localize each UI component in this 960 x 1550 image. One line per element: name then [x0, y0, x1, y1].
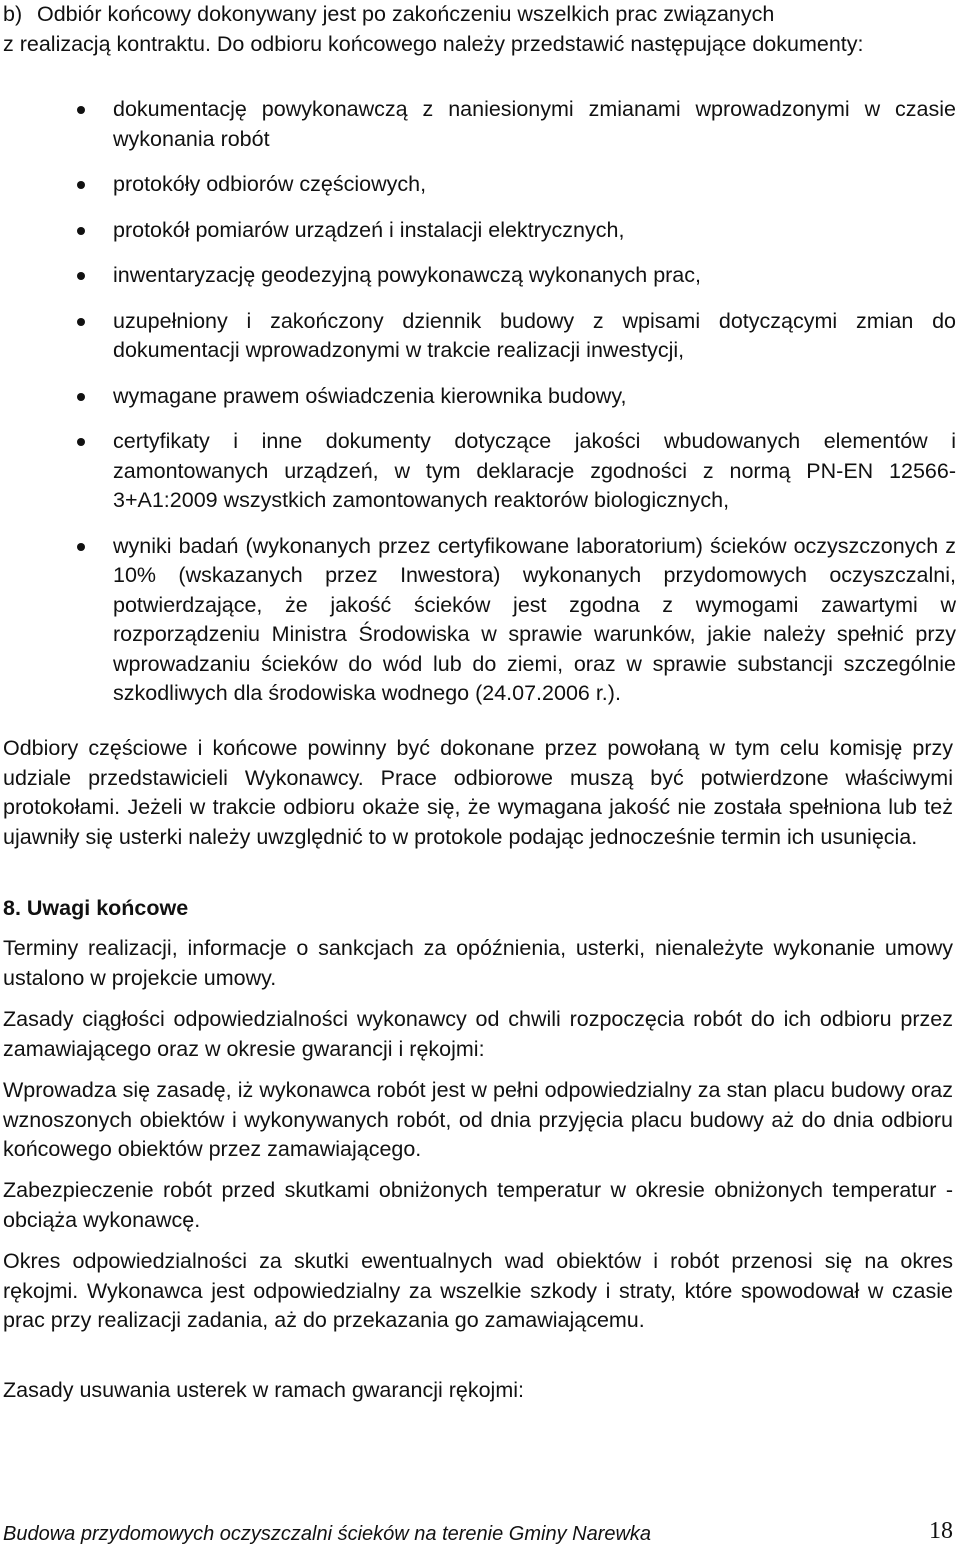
- section-heading: 8. Uwagi końcowe: [3, 896, 189, 920]
- bullet-icon: [77, 272, 85, 280]
- list-item: uzupełniony i zakończony dziennik budowy z wpisami dotyczącymi zmian do dokumentacji wprowadzonymi w trakcie realizacji inwestycji,: [0, 307, 960, 366]
- bullet-icon: [77, 106, 85, 114]
- list-item: wymagane prawem oświadczenia kierownika budowy,: [0, 382, 960, 412]
- list-item: wyniki badań (wykonanych przez certyfikowane laboratorium) ścieków oczyszczonych z 10% (wskazanych przez Inwestora) wykonanych przydomowych oczyszczalni, potwierdzające, że jakość ścieków jest zgodna z wymogami zawartymi w rozporządzeniu Ministra Środowiska w sprawie warunków, jakie należy spełnić przy wprowadzaniu ścieków do wód lub do ziemi, oraz w sprawie substancji szczególnie szkodliwych dla środowiska wodnego (24.07.2006 r.).: [0, 532, 960, 709]
- intro-rest: z realizacją kontraktu. Do odbioru końcowego należy przedstawić następujące dokumenty:: [3, 31, 864, 56]
- page-footer: [3, 1520, 953, 1550]
- body-paragraph: Okres odpowiedzialności za skutki ewentualnych wad obiektów i robót przenosi się na okres rękojmi. Wykonawca jest odpowiedzialny za wszelkie szkody i straty, które spowodował w czasie prac przy realizacji zadania, aż do przekazania go zamawiającemu.: [3, 1249, 953, 1332]
- body-paragraph: Terminy realizacji, informacje o sankcjach za opóźnienia, usterki, nienależyte wykonanie umowy ustalono w projekcie umowy.: [3, 936, 953, 990]
- page-number: 18: [929, 1518, 953, 1544]
- required-documents-list: [0, 95, 960, 709]
- list-item: protokół pomiarów urządzeń i instalacji elektrycznych,: [0, 216, 960, 246]
- list-label: b): [3, 2, 23, 26]
- list-item: certyfikaty i inne dokumenty dotyczące jakości wbudowanych elementów i zamontowanych urządzeń, w tym deklaracje zgodności z normą PN-EN 12566-3+A1:2009 wszystkich zamontowanych reaktorów biologicznych,: [0, 427, 960, 516]
- footer-title: Budowa przydomowych oczyszczalni ścieków na terenie Gminy Narewka: [3, 1523, 652, 1545]
- bullet-icon: [77, 227, 85, 235]
- intro-first-line: Odbiór końcowy dokonywany jest po zakończeniu wszelkich prac związanych: [37, 2, 775, 26]
- intro-paragraph: [3, 0, 953, 59]
- body-paragraph: Zasady ciągłości odpowiedzialności wykonawcy od chwili rozpoczęcia robót do ich odbioru przez zamawiającego oraz w okresie gwarancji i rękojmi:: [3, 1007, 953, 1061]
- acceptance-paragraph: Odbiory częściowe i końcowe powinny być dokonane przez powołaną w tym celu komisję przy udziale przedstawicieli Wykonawcy. Prace odbiorowe muszą być potwierdzone właściwymi protokołami. Jeżeli w trakcie odbioru okaże się, że wymagana jakość nie została spełniona lub też ujawniły się usterki należy uwzględnić to w protokole podając jednocześnie termin ich usunięcia.: [3, 736, 953, 849]
- body-paragraph: Zabezpieczenie robót przed skutkami obniżonych temperatur w okresie obniżonych temperatur - obciąża wykonawcę.: [3, 1178, 953, 1232]
- bullet-icon: [77, 318, 85, 326]
- list-item: protokóły odbiorów częściowych,: [0, 170, 960, 200]
- body-paragraph: Zasady usuwania usterek w ramach gwarancji rękojmi:: [3, 1378, 524, 1402]
- bullet-icon: [77, 438, 85, 446]
- bullet-icon: [77, 543, 85, 551]
- body-paragraph: Wprowadza się zasadę, iż wykonawca robót jest w pełni odpowiedzialny za stan placu budowy oraz wznoszonych obiektów i wykonywanych robót, od dnia przyjęcia placu budowy aż do dnia odbioru końcowego obiektów przez zamawiającego.: [3, 1078, 953, 1161]
- list-item: dokumentację powykonawczą z naniesionymi zmianami wprowadzonymi w czasie wykonania robót: [0, 95, 960, 154]
- list-item: inwentaryzację geodezyjną powykonawczą wykonanych prac,: [0, 261, 960, 291]
- bullet-icon: [77, 393, 85, 401]
- bullet-icon: [77, 181, 85, 189]
